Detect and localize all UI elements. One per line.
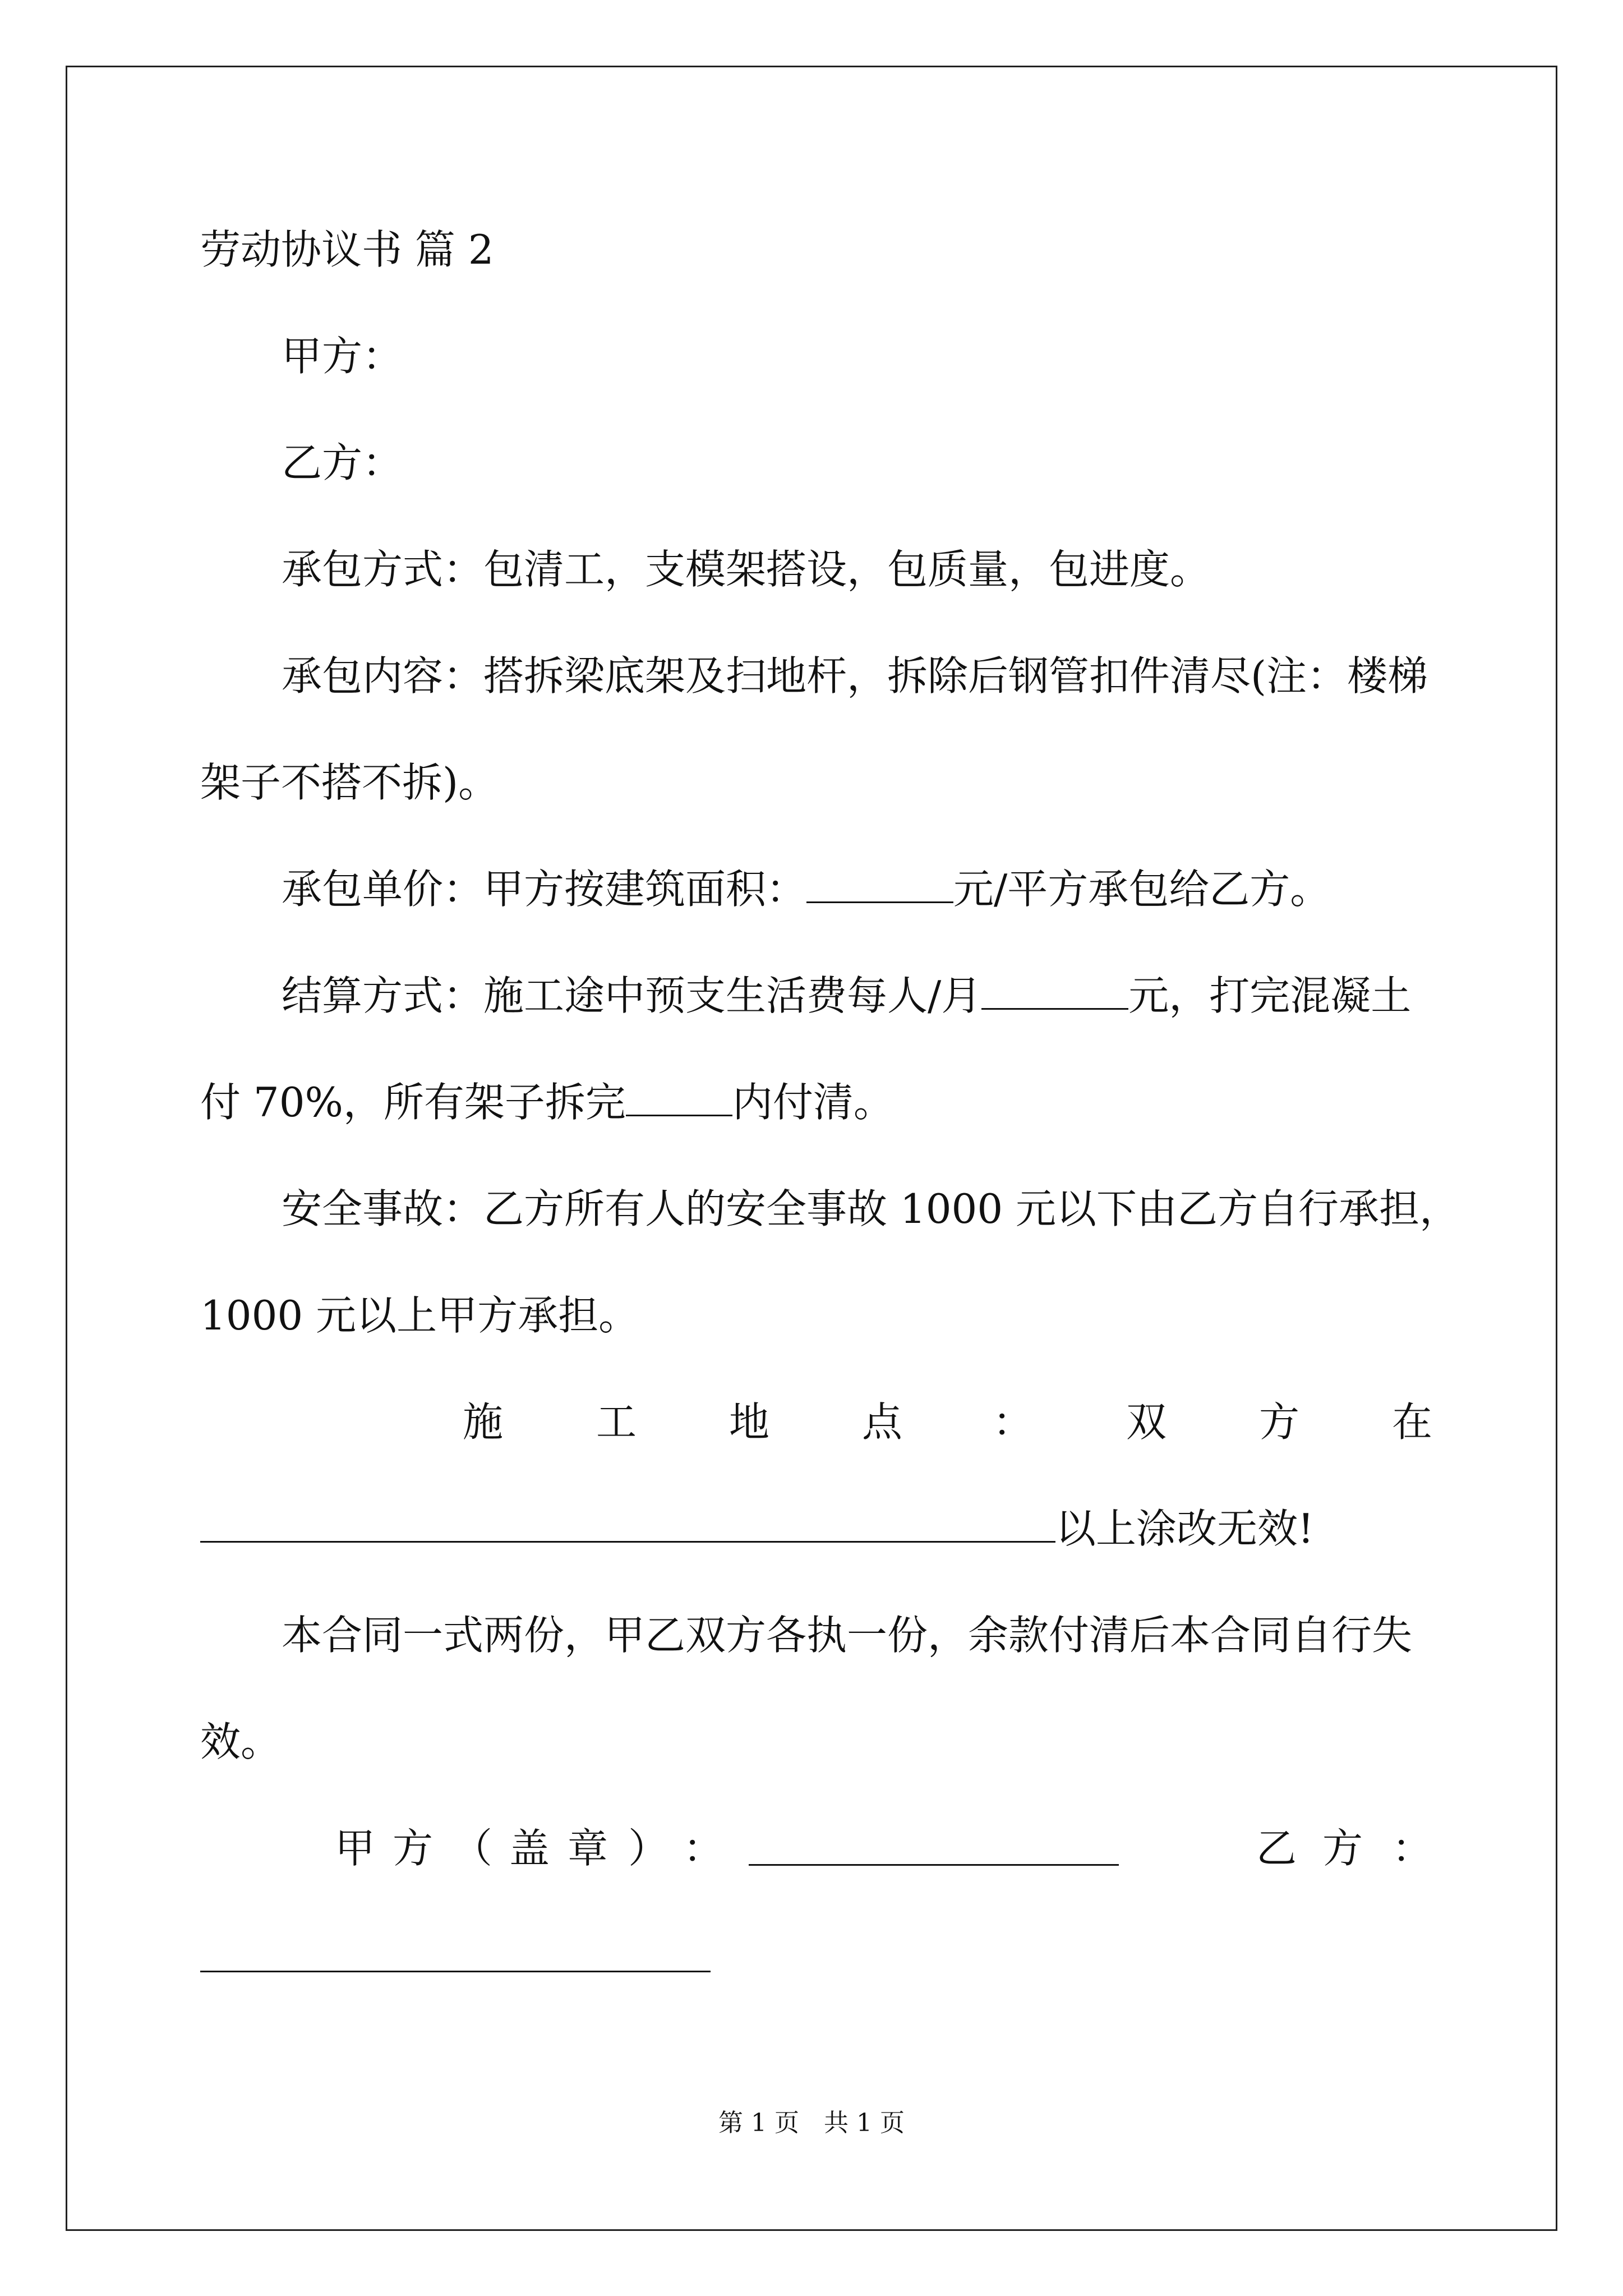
page-border [66, 66, 1557, 2231]
sign-a-char-5: 章 [568, 1825, 608, 1872]
page-footer: 第 1 页 共 1 页 [718, 2109, 905, 2137]
contract-method: 承包方式：包清工，支模架搭设，包质量，包进度。 [282, 546, 1211, 593]
sign-a-char-3: （ [452, 1825, 493, 1872]
sign-a-blank [749, 1830, 1119, 1866]
party-b-label: 乙方： [282, 439, 403, 486]
site-char-1: 施 [463, 1398, 504, 1446]
site-char-3: 地 [729, 1398, 770, 1446]
invalid-note: 以上涂改无效! [1055, 1505, 1314, 1552]
copies-line-2: 效。 [200, 1718, 282, 1765]
site-char-8: 在 [1392, 1398, 1433, 1446]
sign-b-blank [200, 1937, 711, 1972]
settlement-line-1 [282, 969, 1411, 1023]
sign-a-char-7: ： [683, 1825, 724, 1872]
settlement-2-prefix: 付 70%，所有架子拆完 [200, 1079, 626, 1126]
invalid-note-line [200, 1502, 1314, 1556]
contract-content-line-2: 架子不搭不拆)。 [200, 759, 499, 806]
document-title: 劳动协议书 篇 2 [200, 226, 494, 273]
copies-line-1: 本合同一式两份，甲乙双方各执一份，余款付清后本合同自行失 [282, 1612, 1413, 1659]
site-char-7: 方 [1259, 1398, 1300, 1446]
sign-a-char-4: 盖 [509, 1825, 550, 1872]
sign-b-char-3: ： [1392, 1825, 1433, 1872]
site-blank [200, 1507, 1055, 1543]
settlement-blank [981, 974, 1128, 1010]
sign-a-char-6: ） [628, 1825, 669, 1872]
sign-b-char-2: 方 [1322, 1825, 1363, 1872]
sign-a-char-2: 方 [393, 1825, 434, 1872]
site-char-4: 点 [862, 1398, 903, 1446]
sign-a-char-1: 甲 [335, 1825, 376, 1872]
unit-price-suffix: 元/平方承包给乙方。 [953, 866, 1331, 913]
site-char-2: 工 [596, 1398, 637, 1446]
safety-line-1: 安全事故：乙方所有人的安全事故 1000 元以下由乙方自行承担， [282, 1185, 1460, 1232]
settlement-line-2 [200, 1075, 894, 1129]
site-char-6: 双 [1126, 1398, 1167, 1446]
contract-content-line-1: 承包内容：搭拆梁底架及扫地杆，拆除后钢管扣件清尽(注：楼梯 [282, 652, 1428, 700]
unit-price-blank [806, 868, 953, 903]
settlement-suffix: 元，打完混凝土 [1128, 972, 1412, 1019]
site-char-5: ： [993, 1398, 1034, 1446]
unit-price-prefix: 承包单价：甲方按建筑面积： [282, 866, 807, 913]
safety-line-2: 1000 元以上甲方承担。 [200, 1292, 639, 1339]
settlement-2-blank [626, 1081, 732, 1116]
settlement-2-suffix: 内付清。 [732, 1079, 894, 1126]
party-a-label: 甲方： [282, 333, 403, 380]
sign-b-char-1: 乙 [1256, 1825, 1297, 1872]
settlement-prefix: 结算方式：施工途中预支生活费每人/月 [282, 972, 982, 1019]
unit-price [282, 862, 1330, 916]
